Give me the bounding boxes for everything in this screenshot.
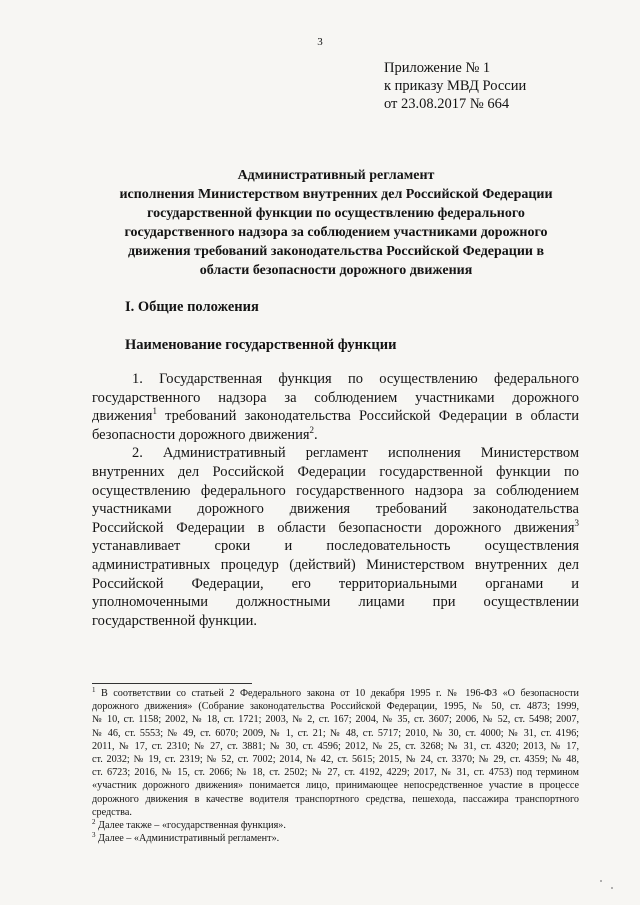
footnote-ref: 2 [309, 424, 315, 435]
footnote-line: ст. 2032; № 19, ст. 2319; № 52, ст. 7002; 2014, № 42, ст. 5615; 2015, № 24, ст. 3370; № 29, ст. 4359; № 48, [92, 753, 579, 765]
paragraph-line: административных процедур (действий) Министерством внутренних дел [92, 556, 579, 573]
annex-line: Приложение № 1 [384, 60, 491, 76]
footnote-line: $^1$ В соответствии со статьей 2 Федерального закона от 10 декабря 1995 г. № 196-ФЗ «О безопасности [92, 686, 579, 699]
footnote-ref: 1 [152, 406, 157, 417]
paragraph-line: государственной функции. [92, 612, 257, 629]
paragraph-line: Российской Федерации, его территориальными органами и [92, 575, 579, 592]
footnote-line: 2011, № 17, ст. 2310; № 27, ст. 3881; № 30, ст. 4596; 2012, № 25, ст. 3268; № 31, ст. 4320; 2013, № 17, [92, 740, 579, 752]
paragraph-line: внутренних дел Российской Федерации государственной функции по [92, 463, 579, 480]
title-line: государственной функции по осуществлению федерального [147, 206, 525, 221]
paragraph-line: Российской Федерации в области безопасности дорожного движения$^3$ [92, 517, 579, 536]
footnote-line: «участник дорожного движения» понимается лицо, принимающее непосредственное участие в процессе [92, 780, 579, 792]
page-number: 3 [317, 36, 323, 48]
title-line: области безопасности дорожного движения [199, 263, 473, 278]
paragraph-line: устанавливает сроки и последовательность осуществления [92, 538, 579, 555]
footnote-line: № 10, ст. 1158; 2002, № 18, ст. 1721; 2003, № 2, ст. 167; 2004, № 35, ст. 3607; 2006, № 52, ст. 5498; 2007, [92, 714, 579, 726]
paragraph-line: 1. Государственная функция по осуществлению федерального [132, 371, 579, 387]
annex-line: от 23.08.2017 № 664 [384, 96, 510, 112]
section-heading: I. Общие положения [125, 299, 259, 315]
annex-block [384, 59, 526, 113]
paragraph-line: движения$^1$ требований законодательства Российской Федерации в области [92, 406, 579, 425]
footnotes [92, 687, 579, 845]
title-line: Административный регламент [237, 168, 435, 183]
paragraph-line: уполномоченными должностными лицами при осуществлении [92, 594, 579, 611]
footnote-divider [92, 683, 252, 684]
footnote-line: дорожного движения» (Собрание законодательства Российской Федерации, 1995, № 50, ст. 4873; 1999, [92, 701, 579, 713]
annex-line: к приказу МВД России [384, 78, 527, 94]
footnote-line: дорожного движения в качестве водителя транспортного средства, пешехода, пассажира транспортного [92, 793, 579, 805]
body-text [92, 370, 579, 630]
scan-speck [611, 887, 613, 889]
paragraph-line: осуществлению федерального государственного надзора за соблюдением [92, 482, 579, 499]
document-title [92, 166, 580, 280]
title-line: движения требований законодательства Российской Федерации в [127, 244, 545, 259]
title-line: исполнения Министерством внутренних дел Российской Федерации [119, 187, 553, 202]
footnote-line: средства. [92, 806, 132, 818]
paragraph-line: участниками дорожного движения требований законодательства [92, 501, 579, 518]
subsection-heading: Наименование государственной функции [125, 337, 397, 353]
paragraph-line: 2. Административный регламент исполнения Министерством [132, 445, 579, 462]
footnote-line: $^2$ Далее также – «государственная функция». [92, 817, 286, 831]
paragraph-line: государственного надзора за соблюдением участниками дорожного [92, 389, 579, 406]
footnote-line: ст. 6723; 2016, № 15, ст. 2066; № 18, ст. 2502; № 27, ст. 4192, 4229; 2017, № 31, ст. 4753) под термином [92, 767, 579, 779]
paragraph-line: безопасности дорожного движения$^2$. [92, 424, 318, 443]
footnote-line: № 46, ст. 5553; № 49, ст. 6070; 2009, № 1, ст. 21; № 48, ст. 5717; 2010, № 30, ст. 4000; № 31, ст. 4196; [92, 727, 579, 739]
title-line: государственного надзора за соблюдением участниками дорожного [124, 225, 548, 240]
scan-speck [600, 880, 602, 882]
footnote-ref: 3 [574, 517, 579, 528]
footnote-line: $^3$ Далее – «Административный регламент». [92, 831, 280, 845]
